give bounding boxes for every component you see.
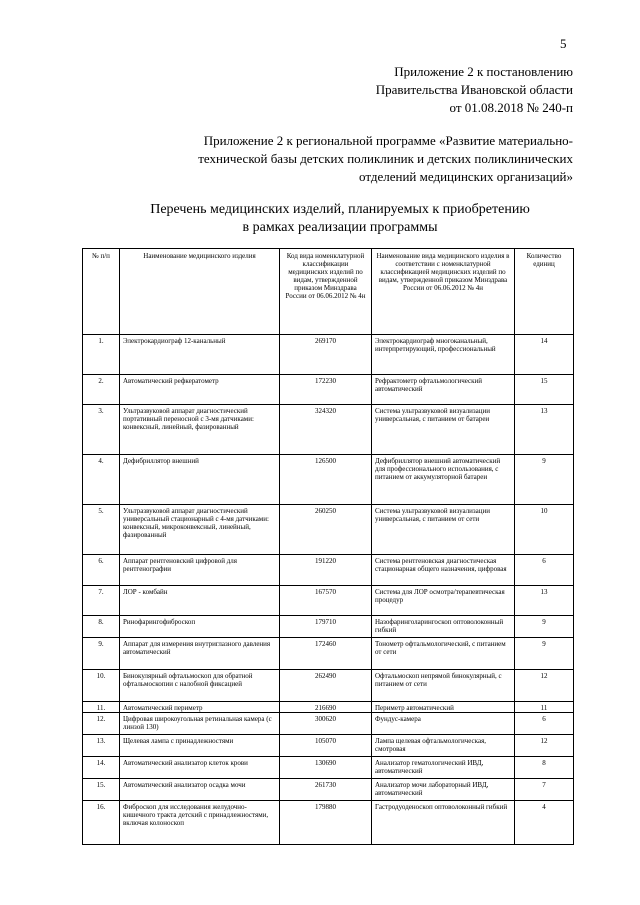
device-quantity: 9 [515, 638, 574, 670]
row-number: 6. [83, 555, 120, 586]
device-kind: Система рентгеновская диагностическая стационарная общего назначения, цифровая [372, 555, 515, 586]
table-row [83, 555, 574, 586]
device-code: 105070 [280, 735, 372, 757]
device-quantity: 12 [515, 735, 574, 757]
table-header-row [83, 249, 574, 335]
row-number: 15. [83, 779, 120, 801]
header-qty: Количество единиц [515, 249, 574, 335]
device-kind: Анализатор гематологический ИВД, автоматический [372, 757, 515, 779]
device-name: Аппарат для измерения внутриглазного давления автоматический [120, 638, 280, 670]
device-code: 216690 [280, 702, 372, 713]
device-name: Бинокулярный офтальмоскоп для обратной офтальмоскопии с налобной фиксацией [120, 670, 280, 702]
device-code: 172460 [280, 638, 372, 670]
table-row [83, 779, 574, 801]
device-code: 269170 [280, 335, 372, 375]
device-quantity: 8 [515, 757, 574, 779]
program-line: технической базы детских поликлиник и детских поликлинических [198, 151, 573, 166]
row-number: 1. [83, 335, 120, 375]
device-quantity: 10 [515, 505, 574, 555]
device-name: Ринофарингофиброскоп [120, 616, 280, 638]
device-code: 262490 [280, 670, 372, 702]
device-name: Дефибриллятор внешний [120, 455, 280, 505]
device-name: Цифровая широкоугольная ретинальная камера (с линзой 130) [120, 713, 280, 735]
page-number: 5 [560, 36, 567, 51]
device-code: 324320 [280, 405, 372, 455]
table-row [83, 616, 574, 638]
table-row [83, 586, 574, 616]
device-name: Автоматический периметр [120, 702, 280, 713]
device-kind: Тонометр офтальмологический, с питанием от сети [372, 638, 515, 670]
program-line: отделений медицинских организаций» [359, 169, 573, 184]
device-kind: Анализатор мочи лабораторный ИВД, автоматический [372, 779, 515, 801]
device-quantity: 14 [515, 335, 574, 375]
appendix-header [376, 63, 573, 117]
device-kind: Гастродуоденоскоп оптоволоконный гибкий [372, 801, 515, 845]
device-kind: Фундус-камера [372, 713, 515, 735]
device-quantity: 4 [515, 801, 574, 845]
device-code: 179710 [280, 616, 372, 638]
device-name: ЛОР - комбайн [120, 586, 280, 616]
device-kind: Рефрактометр офтальмологический автоматический [372, 375, 515, 405]
row-number: 13. [83, 735, 120, 757]
device-code: 126500 [280, 455, 372, 505]
row-number: 11. [83, 702, 120, 713]
devices-table [82, 248, 574, 845]
device-quantity: 12 [515, 670, 574, 702]
header-num: № п/п [83, 249, 120, 335]
device-name: Автоматический анализатор осадка мочи [120, 779, 280, 801]
device-quantity: 7 [515, 779, 574, 801]
row-number: 16. [83, 801, 120, 845]
table-row [83, 757, 574, 779]
table-row [83, 713, 574, 735]
title-line: в рамках реализации программы [242, 220, 438, 235]
device-code: 130690 [280, 757, 372, 779]
appendix-line: от 01.08.2018 № 240-п [449, 100, 573, 115]
table-row [83, 638, 574, 670]
row-number: 4. [83, 455, 120, 505]
device-kind: Дефибриллятор внешний автоматический для профессионального использования, с питанием от аккумуляторной батареи [372, 455, 515, 505]
device-code: 179880 [280, 801, 372, 845]
row-number: 2. [83, 375, 120, 405]
device-code: 191220 [280, 555, 372, 586]
table-row [83, 702, 574, 713]
program-line: Приложение 2 к региональной программе «Развитие материально- [203, 133, 573, 148]
device-code: 261730 [280, 779, 372, 801]
row-number: 5. [83, 505, 120, 555]
device-name: Аппарат рентгеновский цифровой для рентгенографии [120, 555, 280, 586]
device-kind: Периметр автоматический [372, 702, 515, 713]
row-number: 10. [83, 670, 120, 702]
program-header [198, 132, 573, 186]
header-name: Наименование медицинского изделия [120, 249, 280, 335]
table-row [83, 505, 574, 555]
device-quantity: 13 [515, 405, 574, 455]
device-name: Электрокардиограф 12-канальный [120, 335, 280, 375]
device-quantity: 6 [515, 555, 574, 586]
table-row [83, 670, 574, 702]
row-number: 9. [83, 638, 120, 670]
device-name: Автоматический рефкератометр [120, 375, 280, 405]
device-code: 260250 [280, 505, 372, 555]
row-number: 8. [83, 616, 120, 638]
device-quantity: 15 [515, 375, 574, 405]
device-name: Фиброскоп для исследования желудочно-кишечного тракта детский с принадлежностями, включая колоноскоп [120, 801, 280, 845]
document-title [120, 201, 560, 237]
device-quantity: 13 [515, 586, 574, 616]
device-kind: Система ультразвуковой визуализации универсальная, с питанием от сети [372, 505, 515, 555]
device-kind: Система для ЛОР осмотра/терапевтическая процедур [372, 586, 515, 616]
table-row [83, 801, 574, 845]
device-kind: Лампа щелевая офтальмологическая, смотровая [372, 735, 515, 757]
device-name: Ультразвуковой аппарат диагностический универсальный стационарный с 4-мя датчиками: конвексный, микроконвексный, линейный, фазированный [120, 505, 280, 555]
device-quantity: 9 [515, 455, 574, 505]
device-kind: Офтальмоскоп непрямой бинокулярный, с питанием от сети [372, 670, 515, 702]
row-number: 14. [83, 757, 120, 779]
device-code: 167570 [280, 586, 372, 616]
device-kind: Электрокардиограф многоканальный, интерпретирующий, профессиональный [372, 335, 515, 375]
appendix-line: Правительства Ивановской области [375, 82, 573, 97]
device-quantity: 6 [515, 713, 574, 735]
device-name: Автоматический анализатор клеток крови [120, 757, 280, 779]
device-code: 300620 [280, 713, 372, 735]
device-quantity: 11 [515, 702, 574, 713]
device-kind: Назофаринголарингоскоп оптоволоконный гибкий [372, 616, 515, 638]
device-name: Щелевая лампа с принадлежностями [120, 735, 280, 757]
device-quantity: 9 [515, 616, 574, 638]
table-row [83, 335, 574, 375]
header-vid: Наименование вида медицинского изделия в соответствии с номенклатурной классификацией медицинских изделий по видам, утвержденной приказом Минздрава России от 06.06.2012 № 4н [372, 249, 515, 335]
device-code: 172230 [280, 375, 372, 405]
device-name: Ультразвуковой аппарат диагностический портативный переносной с 3-мя датчиками: конвексный, линейный, фазированный [120, 405, 280, 455]
table-row [83, 375, 574, 405]
table-row [83, 455, 574, 505]
header-code: Код вида номенклатурной классификации медицинских изделий по видам, утвержденной приказом Минздрава России от 06.06.2012 № 4н [280, 249, 372, 335]
table-row [83, 735, 574, 757]
row-number: 12. [83, 713, 120, 735]
appendix-line: Приложение 2 к постановлению [394, 64, 573, 79]
device-kind: Система ультразвуковой визуализации универсальная, с питанием от батареи [372, 405, 515, 455]
row-number: 3. [83, 405, 120, 455]
title-line: Перечень медицинских изделий, планируемых к приобретению [150, 202, 530, 217]
row-number: 7. [83, 586, 120, 616]
table-row [83, 405, 574, 455]
